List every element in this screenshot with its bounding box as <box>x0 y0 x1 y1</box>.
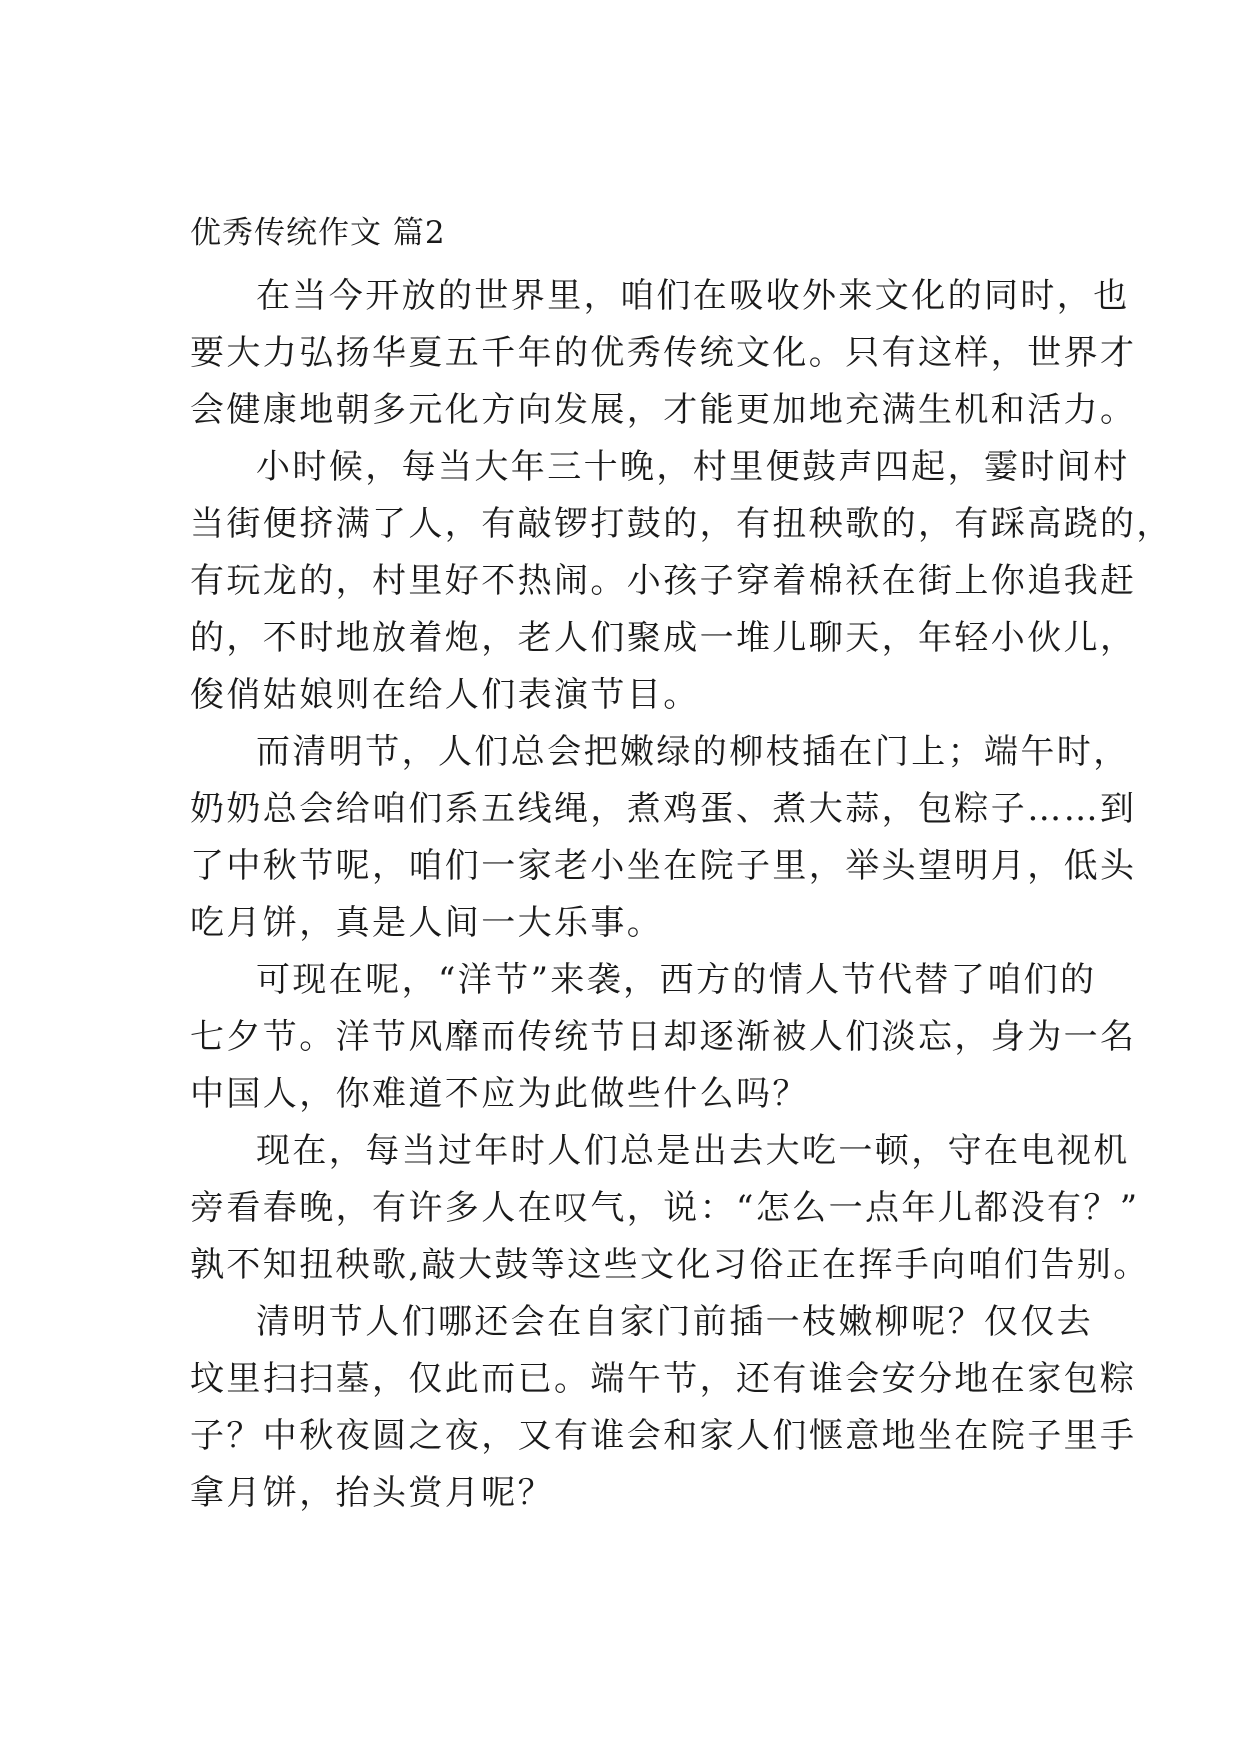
paragraph <box>190 952 1137 1123</box>
paragraph-line: 了中秋节呢，咱们一家老小坐在院子里，举头望明月，低头 <box>190 846 1137 886</box>
paragraph-line: 小时候，每当大年三十晚，村里便鼓声四起，霎时间村 <box>256 447 1130 487</box>
paragraph-line: 七夕节。洋节风靡而传统节日却逐渐被人们淡忘，身为一名 <box>190 1017 1137 1057</box>
paragraph-line: 中国人，你难道不应为此做些什么吗？ <box>190 1074 809 1114</box>
paragraph-line: 而清明节，人们总会把嫩绿的柳枝插在门上；端午时， <box>256 732 1130 772</box>
paragraph-line: 旁看春晚，有许多人在叹气，说：“怎么一点年儿都没有？” <box>190 1188 1140 1228</box>
paragraph <box>190 268 1137 439</box>
paragraph-line: 有玩龙的，村里好不热闹。小孩子穿着棉袄在街上你追我赶 <box>190 561 1137 601</box>
paragraph-line: 现在，每当过年时人们总是出去大吃一顿，守在电视机 <box>256 1131 1130 1171</box>
paragraph <box>190 1294 1137 1522</box>
paragraph-line: 要大力弘扬华夏五千年的优秀传统文化。只有这样，世界才 <box>190 333 1137 373</box>
essay-body <box>190 211 1173 1522</box>
paragraph-line: 当街便挤满了人，有敲锣打鼓的，有扭秧歌的，有踩高跷的， <box>190 504 1173 544</box>
paragraph-line: 拿月饼，抬头赏月呢？ <box>190 1473 554 1513</box>
essay-paragraphs <box>190 268 1173 1522</box>
paragraph <box>190 724 1137 952</box>
paragraph-line: 孰不知扭秧歌,敲大鼓等这些文化习俗正在挥手向咱们告别。 <box>190 1245 1150 1285</box>
paragraph-line: 会健康地朝多元化方向发展，才能更加地充满生机和活力。 <box>190 390 1137 430</box>
paragraph-line: 子？中秋夜圆之夜，又有谁会和家人们惬意地坐在院子里手 <box>190 1416 1137 1456</box>
paragraph <box>190 1123 1150 1294</box>
essay-title: 优秀传统作文 篇2 <box>190 215 446 251</box>
paragraph-line: 在当今开放的世界里，咱们在吸收外来文化的同时，也 <box>256 276 1130 316</box>
paragraph-line: 的，不时地放着炮，老人们聚成一堆儿聊天，年轻小伙儿， <box>190 618 1137 658</box>
paragraph-line: 清明节人们哪还会在自家门前插一枝嫩柳呢？仅仅去 <box>256 1302 1094 1342</box>
paragraph <box>190 439 1173 724</box>
paragraph-line: 俊俏姑娘则在给人们表演节目。 <box>190 675 700 715</box>
paragraph-line: 吃月饼，真是人间一大乐事。 <box>190 903 664 943</box>
paragraph-line: 坟里扫扫墓，仅此而已。端午节，还有谁会安分地在家包粽 <box>190 1359 1137 1399</box>
paragraph-line: 奶奶总会给咱们系五线绳，煮鸡蛋、煮大蒜，包粽子……到 <box>190 789 1137 829</box>
paragraph-line: 可现在呢，“洋节”来袭，西方的情人节代替了咱们的 <box>256 960 1097 1000</box>
